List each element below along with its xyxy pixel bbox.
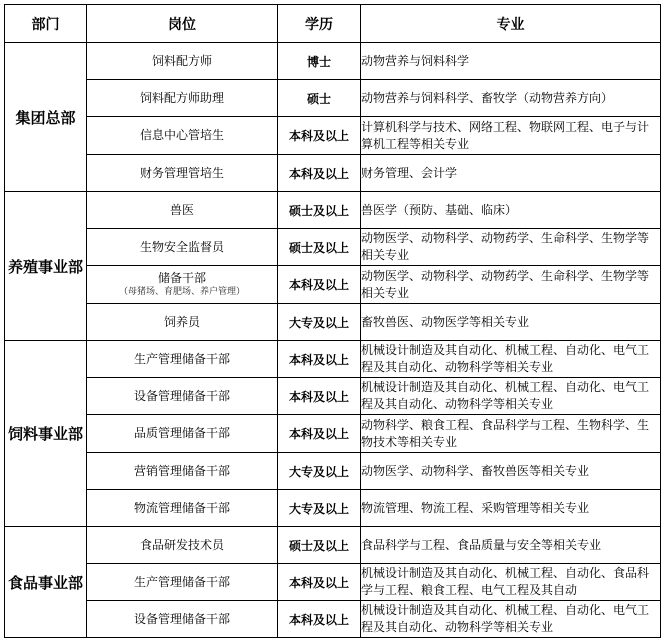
major-cell: 兽医学（预防、基础、临床） (361, 192, 661, 229)
position-cell: 信息中心管培生 (87, 117, 278, 155)
education-cell: 硕士及以上 (278, 192, 361, 229)
major-cell: 动物营养与饲料科学、畜牧学（动物营养方向） (361, 80, 661, 117)
table-row (5, 490, 661, 527)
position-cell: 饲料配方师助理 (87, 80, 278, 117)
education-cell: 硕士及以上 (278, 527, 361, 564)
major-cell: 机械设计制造及其自动化、机械工程、自动化、电气工程及其自动化、动物科学等相关专业 (361, 378, 661, 415)
position-cell: 设备管理储备干部 (87, 601, 278, 638)
major-cell: 动物医学、动物科学、畜牧兽医等相关专业 (361, 453, 661, 490)
education-cell: 本科及以上 (278, 564, 361, 601)
major-cell: 动物科学、粮食工程、食品科学与工程、生物科学、生物技术等相关专业 (361, 415, 661, 453)
table-row (5, 229, 661, 266)
dept-cell: 饲料事业部 (5, 341, 87, 527)
table-row (5, 527, 661, 564)
education-cell: 硕士及以上 (278, 229, 361, 266)
position-cell: 物流管理储备干部 (87, 490, 278, 527)
position-note: （母猪场、育肥场、养户管理） (118, 287, 245, 297)
major-cell: 机械设计制造及其自动化、机械工程、自动化、电气工程及其自动化、动物科学等相关专业 (361, 601, 661, 638)
major-cell: 畜牧兽医、动物医学等相关专业 (361, 304, 661, 341)
table-row (5, 155, 661, 192)
header-major: 专业 (361, 5, 661, 43)
table-row (5, 117, 661, 155)
education-cell: 硕士 (278, 80, 361, 117)
education-cell: 本科及以上 (278, 266, 361, 304)
position-cell: 兽医 (87, 192, 278, 229)
position-cell: 营销管理储备干部 (87, 453, 278, 490)
education-cell: 大专及以上 (278, 453, 361, 490)
position-cell: 生物安全监督员 (87, 229, 278, 266)
education-cell: 博士 (278, 43, 361, 80)
major-cell: 动物营养与饲料科学 (361, 43, 661, 80)
table-row (5, 266, 661, 304)
table-row (5, 453, 661, 490)
education-cell: 大专及以上 (278, 304, 361, 341)
major-cell: 物流管理、物流工程、采购管理等相关专业 (361, 490, 661, 527)
position-name: 储备干部 (157, 271, 206, 285)
header-position: 岗位 (87, 5, 278, 43)
dept-cell: 食品事业部 (5, 527, 87, 638)
major-cell: 机械设计制造及其自动化、机械工程、自动化、食品科学与工程、粮食工程、电气工程及其自动 (361, 564, 661, 601)
table-row (5, 43, 661, 80)
table-row (5, 378, 661, 415)
education-cell: 本科及以上 (278, 117, 361, 155)
table-row (5, 80, 661, 117)
major-cell: 计算机科学与技术、网络工程、物联网工程、电子与计算机工程等相关专业 (361, 117, 661, 155)
position-cell: 品质管理储备干部 (87, 415, 278, 453)
table-row (5, 564, 661, 601)
table-row (5, 415, 661, 453)
education-cell: 本科及以上 (278, 415, 361, 453)
major-cell: 财务管理、会计学 (361, 155, 661, 192)
position-cell (87, 266, 278, 304)
position-cell: 饲养员 (87, 304, 278, 341)
dept-cell: 集团总部 (5, 43, 87, 192)
major-cell: 动物医学、动物科学、动物药学、生命科学、生物学等相关专业 (361, 229, 661, 266)
education-cell: 本科及以上 (278, 601, 361, 638)
table-row (5, 304, 661, 341)
position-cell: 饲料配方师 (87, 43, 278, 80)
table-row (5, 341, 661, 378)
header-education: 学历 (278, 5, 361, 43)
recruitment-table (4, 4, 661, 638)
major-cell: 动物医学、动物科学、动物药学、生命科学、生物学等相关专业 (361, 266, 661, 304)
position-cell: 生产管理储备干部 (87, 341, 278, 378)
position-cell: 设备管理储备干部 (87, 378, 278, 415)
education-cell: 本科及以上 (278, 155, 361, 192)
major-cell: 食品科学与工程、食品质量与安全等相关专业 (361, 527, 661, 564)
education-cell: 本科及以上 (278, 341, 361, 378)
dept-cell: 养殖事业部 (5, 192, 87, 341)
header-row (5, 5, 661, 43)
header-dept: 部门 (5, 5, 87, 43)
education-cell: 大专及以上 (278, 490, 361, 527)
education-cell: 本科及以上 (278, 378, 361, 415)
major-cell: 机械设计制造及其自动化、机械工程、自动化、电气工程及其自动化、动物科学等相关专业 (361, 341, 661, 378)
position-cell: 财务管理管培生 (87, 155, 278, 192)
table-row (5, 192, 661, 229)
position-cell: 生产管理储备干部 (87, 564, 278, 601)
position-cell: 食品研发技术员 (87, 527, 278, 564)
